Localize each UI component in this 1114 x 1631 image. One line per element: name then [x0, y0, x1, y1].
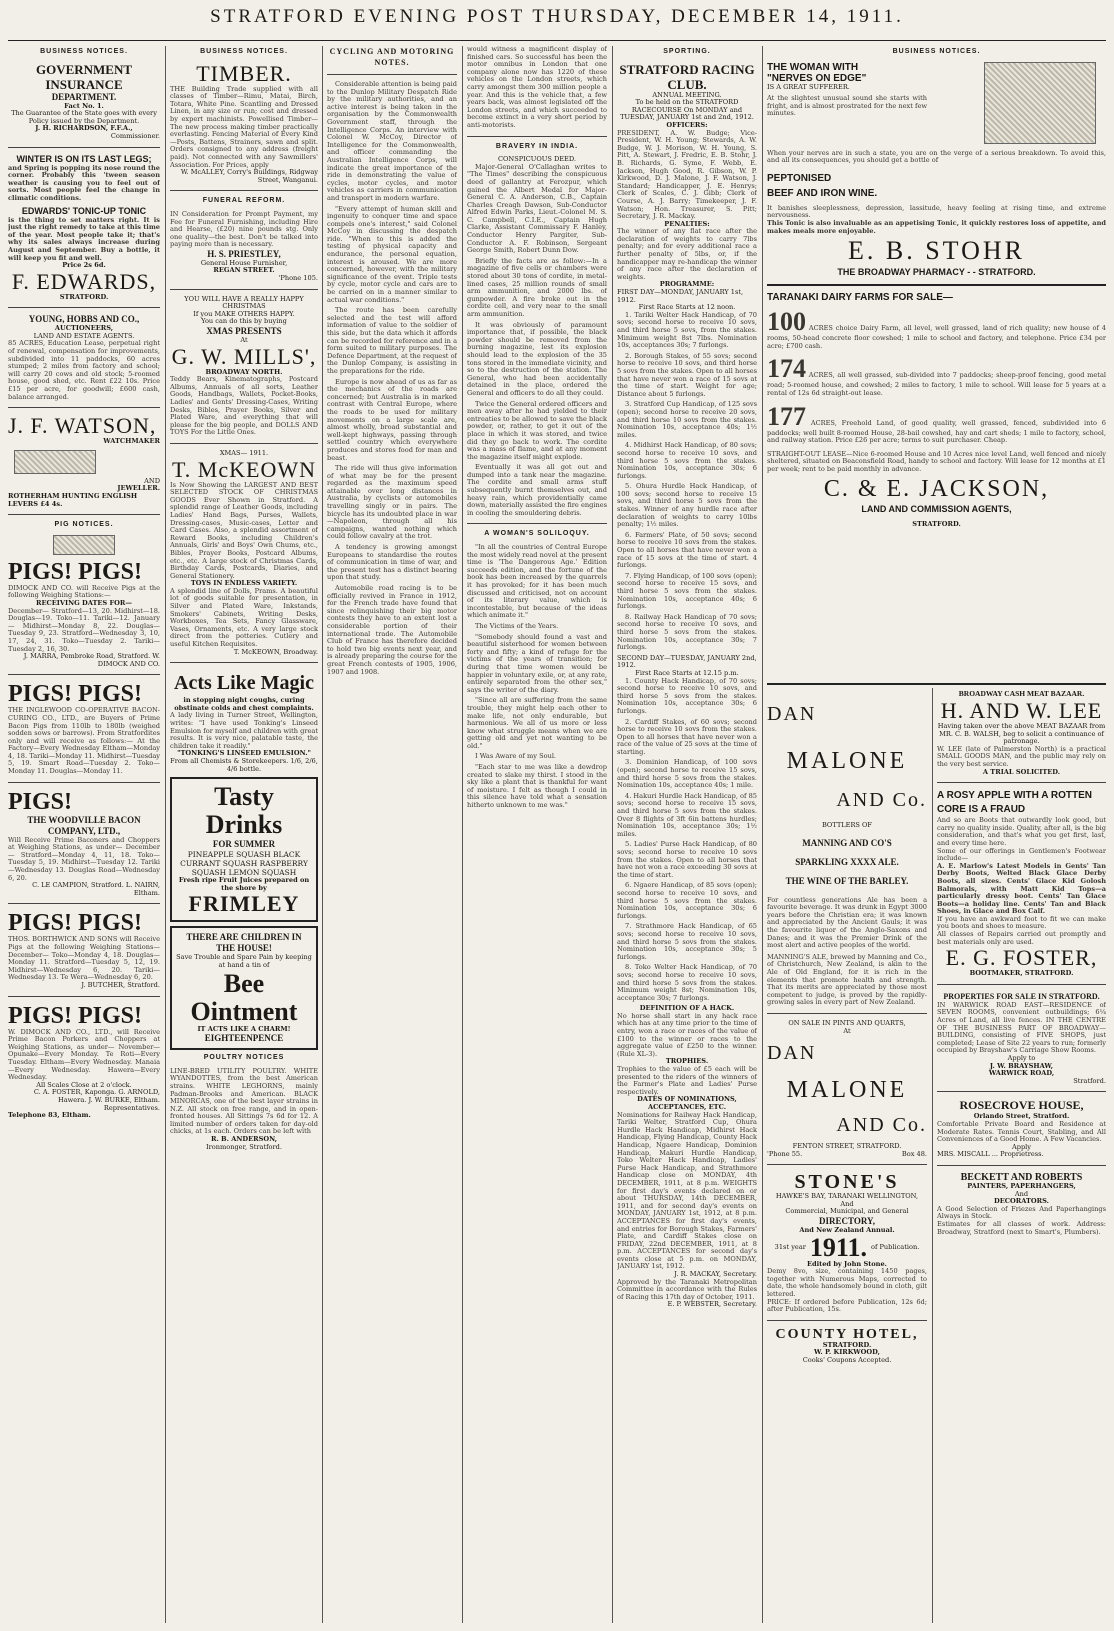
cycling-heading: CYCLING AND MOTORING NOTES.: [329, 47, 455, 67]
edwards-place: STRATFORD.: [59, 292, 109, 301]
column-heading: BUSINESS NOTICES.: [40, 48, 128, 55]
rosecrove-apply: Apply: [1011, 1142, 1032, 1151]
programme2-list: [617, 678, 757, 1003]
bee-price: EIGHTEENPENCE: [204, 1033, 284, 1044]
lee-text2: W. LEE (late of Palmerston North) is a practical SMALL GOODS MAN, and the public may rely on the very best service.: [937, 744, 1106, 768]
dates-head: DATES OF NOMINATIONS, ACCEPTANCES, ETC.: [637, 1095, 737, 1111]
stones-price: PRICE: If ordered before Publication, 12s 6d; after Publication, 15s.: [767, 1297, 927, 1314]
race-item: 6. Ngaere Handicap, of 85 sovs (open); second horse to receive 10 sovs, and third horse 5 sovs from the stakes. Nomination 10s, acceptance 30s; 6 furlongs.: [617, 881, 757, 920]
prop-head: PROPERTIES FOR SALE IN STRATFORD.: [943, 991, 1100, 1001]
soliloquy-body: [467, 544, 607, 810]
pigs-3-text: Will Receive Prime Baconers and Choppers at Weighing Stations, as under— December— Stratford—Monday 4, 11, 18. Toko—Tuesday 5, 19. Midhirst—Tuesday 12. Tariki—Wednesday 13. Douglas Road—Wednesday 6, 20.: [8, 835, 160, 882]
programme-day: FIRST DAY—MONDAY, JANUARY 1st, 1912.: [617, 288, 744, 304]
estimates: Estimates for all classes of work. Address: Broadway, Stratford (next to Smart's, Plumbers).: [937, 1219, 1106, 1236]
masthead: STRATFORD EVENING POST THURSDAY, DECEMBER 14, 1911.: [210, 6, 904, 27]
bravery-head: BRAVERY IN INDIA.: [495, 142, 579, 150]
definition-head: DEFINITION OF A HACK.: [639, 1004, 735, 1013]
frimley: FRIMLEY: [188, 891, 300, 917]
timber-sign: W. McALLEY, Corry's Buildings, Ridgway Street, Wanganui.: [180, 168, 318, 184]
approved-sign: E. P. WEBSTER, Secretary.: [667, 1300, 757, 1309]
winter-head: WINTER IS ON ITS LAST LEGS;: [16, 153, 152, 164]
pharmacy: THE BROADWAY PHARMACY - - STRATFORD.: [837, 267, 1036, 278]
bravery-body: [467, 164, 607, 518]
approved: Approved by the Taranaki Metropolitan Committee in accordance with the Rules of Racing this 17th day of October, 1911.: [617, 1277, 757, 1301]
poultry-sign: R. B. ANDERSON,: [210, 1135, 277, 1144]
race-item: 4. Hakuri Hurdle Hack Handicap, of 85 sovs; second horse to receive 15 sovs, and third horse 5 sovs from the stakes. Over 8 flights of 3ft 6in battens hurdles; Nomination 10s, acceptance 30s; 1½ miles.: [617, 791, 757, 838]
bee-acts: IT ACTS LIKE A CHARM!: [197, 1024, 291, 1033]
mills-text2: If you MAKE OTHERS HAPPY.: [193, 309, 295, 318]
foster: E. G. FOSTER,: [945, 945, 1098, 971]
racing-intro: To be held on the STRATFORD RACECOURSE On MONDAY and TUESDAY, JANUARY 1st and 2nd, 1912.: [620, 98, 754, 122]
banish: It banishes sleeplessness, depression, lassitude, heavy feeling at rising time, and extreme nervousness.: [767, 203, 1106, 220]
foster-sub: BOOTMAKER, STRATFORD.: [969, 969, 1074, 978]
magic-price: From all Chemists & Storekeepers. 1/6, 2/6, 4/6 bottle.: [170, 756, 318, 773]
column-1: [8, 46, 160, 1623]
article-paragraph: The Victims of the Years.: [475, 621, 559, 630]
soliloquy-head: A WOMAN'S SOLILOQUY.: [484, 530, 590, 538]
race-item: 8. Railway Hack Handicap of 70 sovs; second horse to receive 10 sovs, and third horse 5 sovs from the stakes. Nomination 10s, acceptance 30s; 7 furlongs.: [617, 612, 757, 652]
prop-text: IN WARWICK ROAD EAST—RESIDENCE of SEVEN ROOMS, convenient outbuildings; 6¼ Acres of Land, all live fences. IN THE CENTRE OF THE BUSINESS PART OF BROADWAY—BUILDING, consisting of FIVE SHOPS, just completed; Lease of Site 22 years to run; formerly occupied by Brayshaw's Carriage Show Rooms.: [937, 1000, 1106, 1055]
farm-1-text: ACRES choice Dairy Farm, all level, well grassed, land of rich quality; new house of 4 rooms, 50-head concrete floor cowshed; 1 mile to school and factory, and telephone. Price £34 per acre; £700 cash.: [767, 324, 1106, 350]
gov-title: GOVERNMENT INSURANCE: [35, 61, 133, 92]
farm-2-text: ACRES, all well grassed, sub-divided into 7 paddocks; sheep-proof fencing, good metal road; 5-roomed house, and cowshed; 2 miles to factory, 1 mile to school. Will lease for 5 years at a rental of 12s 6d straight-out lease.: [767, 371, 1106, 397]
rosy: A ROSY APPLE WITH A ROTTEN CORE IS A FRAUD: [937, 790, 1093, 816]
article-paragraph: "Somebody should found a vast and beautiful sisterhood for women between forty and fifty; a kind of refuge for the victims of the years of transition; for during that time women would be happier in voluntary exile, or, at any rate, entirely separated from the other sex," says the writer of the diary.: [467, 632, 607, 694]
mck-text2: A splendid line of Dolls, Prams. A beautiful lot of goods suitable for presentation, in Silver and Plated Ware, Inkstands, Smokers' Cabinets, Writing Desks, Workboxes, Tea Sets, Fancy Glassware, Vases, Ornaments, etc. A very large stock direct from the potteries. Cutlery and useful Kitchen Requisites.: [170, 586, 318, 649]
at: At: [843, 1026, 851, 1035]
bee-head: THERE ARE CHILDREN IN THE HOUSE!: [186, 932, 302, 954]
beckett-text: A Good Selection of Friezes And Paperhangings Always in Stock.: [937, 1204, 1106, 1221]
magic-body: A lady living in Turner Street, Wellington, writes: "I have used Tonking's Linseed Emulsion for myself and children with great results. It is very nice, palatable taste, the children take it readily.": [170, 711, 318, 750]
mck-sign: T. McKEOWN, Broadway.: [233, 647, 318, 656]
column-4: [467, 46, 607, 1623]
bcm: BROADWAY CASH MEAT BAZAAR.: [958, 689, 1085, 698]
lease: STRAIGHT-OUT LEASE—Nice 6-roomed House and 10 Acres nice level Land, well fenced and nicely sheltered, situated on Beaconsfield Road, handy to school and factory. Will lease for 12 months at £1 per week; rent to be paid monthly in advance.: [767, 449, 1106, 473]
edited: Edited by John Stone.: [807, 1259, 887, 1268]
programme-start: First Race Starts at 12 noon.: [638, 303, 736, 312]
column-6: [767, 688, 927, 1623]
pigs-4-sign: J. BUTCHER, Stratford.: [81, 980, 160, 989]
rosecrove-st: Orlando Street, Stratford.: [973, 1112, 1070, 1121]
article-paragraph: Eventually it was all got out and dumped into a tank near the magazine. The cordite and small arms stuff subsequently burnt themselves out, and heavy rain, which providentially came down, materially assisted the fire engines in cooling the smouldering debris.: [467, 463, 607, 517]
peptonised: PEPTONISED: [767, 172, 832, 184]
article-paragraph: A tendency is growing amongst Europeans to standardise the routes of communication in time of war, and the present test has a distinct bearing upon that study.: [327, 543, 457, 582]
race-item: 5. Ladies' Purse Hack Handicap, of 80 sovs; second horse to receive 10 sovs from the stakes. Open to all horses that have not won a race exceeding 30 sovs at the time of start.: [617, 840, 757, 879]
mills-text4: Teddy Bears, Kinematographs, Postcard Albums, Annuals of all sorts, Leather Goods, Handbags, Wallets, Pocket-Books, Ladies' and Gents' Dressing-Cases, Writing Desks, Bibles, Prayer Books, Silver and Plated Ware, and everything that will please for the big people, and DOLLS AND TOYS For the Little Ones.: [170, 375, 318, 437]
dan-box: Box 48.: [901, 1149, 927, 1158]
brayshaw: J. W. BRAYSHAW,: [989, 1061, 1054, 1070]
definition: No horse shall start in any hack race which has at any time prior to the time of entry, won a race or races of the value of £100 to the winner or races to the aggregate value of £250 to the winner. (Rule XL-3).: [617, 1011, 757, 1058]
dairy-head: TARANAKI DAIRY FARMS FOR SALE—: [767, 292, 953, 304]
year: 1911.: [809, 1232, 867, 1262]
mills-text1: YOU WILL HAVE A REALLY HAPPY CHRISTMAS: [184, 294, 304, 311]
timber-title: TIMBER.: [196, 60, 292, 86]
poultry-sub: Ironmonger, Stratford.: [206, 1142, 282, 1151]
race-item: 3. Dominion Handicap, of 100 sovs (open); second horse to receive 15 sovs, and third horse 5 sovs from the stakes. Nomination 10s, acceptance 40s; 1 mile.: [617, 758, 757, 790]
pig-illustration: [53, 535, 115, 555]
fenton: FENTON STREET, STRATFORD.: [792, 1142, 902, 1151]
watson-sub3: JEWELLER.: [117, 484, 160, 493]
stones-year: [767, 1232, 927, 1262]
article-paragraph: Automobile road racing is to be officially revived in France in 1912, for the French trade have found that since relinquishing their big motor contests they have to an extent lost a considerable portion of their international trade. The Automobile Club of France has therefore decided to hold two big events next year, and is already preparing the course for the great French contests of 1905, 1906, 1907 and 1908.: [327, 584, 457, 676]
stohr: E. B. STOHR: [848, 236, 1025, 266]
watson-sub: WATCHMAKER: [103, 437, 160, 446]
article-paragraph: "In all the countries of Central Europe the most widely read novel at the present time is 'The Dangerous Age.' Edition succeeds edition, and the fortune of the book has been increased by the quarrels it has provoked; for it has been much discussed and criticised, not on account of its literary value, which is incontestable, but because of the ideas which animate it.": [467, 543, 607, 620]
bottlers: BOTTLERS OF: [821, 821, 873, 829]
column-2: [170, 46, 318, 1623]
mills-at: At: [240, 336, 248, 345]
watch-illustration: [14, 450, 96, 474]
article-paragraph: Briefly the facts are as follow:—In a magazine of five cells or chambers were stored about 30 tons of cordite, in metal-lined cases, 25 million rounds of small arm ammunition, and 2000 lbs. of gunpowder. A fire broke out in the cordite cell, and very near to the small arm ammunition.: [467, 256, 607, 318]
tasty-sub: FOR SUMMER: [212, 839, 276, 850]
stones-text: Demy 8vo, size, containing 1450 pages, together with Numerous Maps, corrected to date, the whole handsomely bound in cloth, gilt lettered.: [767, 1267, 927, 1299]
race-item: 3. Stratford Cup Handicap, of 125 sovs (open); second horse to receive 20 sovs, and third horse 10 sovs from the stakes. Nomination 10s, acceptance 40s; 1½ miles.: [617, 400, 757, 439]
farm-1: [767, 309, 1106, 350]
article-paragraph: The ride will thus give information of what may be for the present regarded as the maximum speed attainable over long distances in Australia, by cyclists or automobiles travelling singly or in pairs. The bicycle has its undoubted place in war—Napoleon, through all his campaigns, wanted nothing which could follow cavalry at the trot.: [327, 464, 457, 541]
farm-3: [767, 401, 1106, 445]
article-paragraph: The route has been carefully selected and the test will afford information of value to the soldier of this side, but the data which it affords can be recorded for reference and in a form suited to military purposes. The Defence Department, at the request of the Dunlop Company, is assisting in the preparations for the ride.: [327, 306, 457, 375]
nz-annual: And New Zealand Annual.: [799, 1226, 895, 1235]
pigs-5: PIGS! PIGS!: [8, 1002, 143, 1029]
article-paragraph: "Every attempt of human skill and ingenuity to conquer time and space compels one's interest," said Colonel McCoy in discussing the despatch ride. "When to this is added the testing of physical capacity and endurance, the personal equation, interest is aroused. We are more concerned, however, with the military significance of the event. Triple tests by cycle, motor cycle and cars are to be carried on in a manner similar to actual war conditions.": [327, 204, 457, 304]
mills-street: BROADWAY NORTH.: [205, 367, 283, 376]
farm-1-acres: 100: [767, 307, 806, 337]
officers: PRESIDENT, A. W. Budge; Vice-President, W. H. Young; Stewards, A. W. Budge, W. J. Morison, W. H. Young, S. Pitt, A. Stewart, J. Fredric, E. B. Stohr, J. B. Richards, G. Syme, F. Webb, E. Jackson, Hugh Good, R. Gibson, W. P. Kirkwood, D. J. Malone, J. F. Watson, J. Standard; Handicapper, J. E. Henrys; Clerk of Scales, C. J. Gibb; Clerk of Course, A. J. Barry; Timekeeper, J. F. Watson; Hon. Treasurer, S. Pitt; Secretary, J. R. Mackay.: [617, 128, 757, 221]
bee-text: Save Trouble and Spare Pain by keeping at hand a tin of: [176, 953, 312, 969]
funeral-sign: H. S. PRIESTLEY,: [207, 248, 281, 259]
wide-top: [767, 46, 1106, 681]
repairs: All classes of Repairs carried out promptly and best materials only are used.: [937, 930, 1106, 946]
race-item: 2. Cardiff Stakes, of 60 sovs; second horse to receive 10 sovs from the stakes. Open to all horses that have never won a race of the value of 25 sovs at the time of starting.: [617, 717, 757, 756]
mck-name: T. McKEOWN: [172, 456, 316, 482]
article-paragraph: Europe is now ahead of us as far as the mechanics of the roads are concerned; but Australia is in marked contrast with Central Europe, where the roads to be used for military movements on a large scale are, almost wholly, broad substantial and well-kept highways, passing through settled country which everywhere produces and stores food for man and beast.: [327, 377, 457, 462]
year-post: of Publication.: [870, 1242, 920, 1251]
farm-2-acres: 174: [767, 354, 806, 384]
tonic-price: Price 2s 6d.: [62, 261, 106, 270]
trial: A TRIAL SOLICITED.: [982, 767, 1061, 776]
coupons: Cooks' Coupons Accepted.: [802, 1356, 892, 1364]
race-item: 7. Strathmore Hack Handicap, of 65 sovs; second horse to receive 10 sovs, and third horse 5 sovs from the stakes. Nomination 10s, acceptance 30s; 5 furlongs.: [617, 922, 757, 961]
watson-sub2: AND: [144, 476, 160, 485]
gov-text: The Guarantee of the State goes with every Policy issued by the Department.: [11, 109, 157, 125]
pigs-5-tel: Telephone 83, Eltham.: [8, 1111, 91, 1120]
pigs-4-text: THOS. BORTHWICK AND SONS will Receive Pigs at the following Weighing Stations— December— Toko—Monday 4, 18. Douglas—Monday 11. Stratford—Tuesday 5, 12, 19. Midhirst—Wednesday 6, 20. Tariki—Wednesday 13. Te Wera—Wednesday 6, 20.: [8, 935, 160, 982]
pigs-2-text: THE INGLEWOOD CO-OPERATIVE BACON-CURING CO., LTD., are Buyers of Prime Bacon Pigs from 110lb to 180lb (weighed sodden sows or barrows). From Stratfordites only and will receive as follows:— At the Factory—Every Wednesday Eltham—Monday 4, 18. Tariki—Monday 11. Midhirst—Tuesday 5, 19. Smart Road—Tuesday 2. Toko—Monday 11. Douglas—Monday 11.: [8, 706, 160, 776]
tasty-items: PINEAPPLE SQUASH BLACK CURRANT SQUASH RASPBERRY SQUASH LEMON SQUASH: [180, 850, 308, 878]
timber-text: THE Building Trade supplied with all classes of Timber—Rimu, Matai, Birch, Totara, White Pine. Scantling and Dressed Linen, in any size or run; cost and dressed by expert machinists. Powellised Timber—The new process making timber practically everlasting. Fencing Material of Every Kind—Posts, Battens, Strainers, sawn and split. Orders consigned to any address (freight paid). Not connected with any Sawmillers' Association. For Prices, apply: [170, 84, 318, 169]
rotherham: ROTHERHAM HUNTING ENGLISH LEVERS £4 4s.: [8, 492, 138, 508]
lee-text: Having taken over the above MEAT BAZAAR from MR. C. B. WALSH, beg to solicit a continuance of patronage.: [937, 722, 1106, 746]
rosecrove: ROSECROVE HOUSE,: [959, 1098, 1084, 1113]
racing-sub: ANNUAL MEETING.: [652, 90, 722, 99]
young-title: YOUNG, HOBBS AND CO.,: [28, 314, 140, 325]
motor-text: would witness a magnificent display of finished cars. So successful has been the motor omnibus in London that one company alone now has 1220 of these vehicles on the London streets, which carry amongst them 300 million people a year. And this is the vehicle that, a few years back, was almost legislated off the London streets, and which succeeded to become extinct in a very short period by anti-motorists.: [467, 46, 607, 129]
woman-illustration: [984, 62, 1096, 144]
column-7: [937, 688, 1106, 1623]
stones: STONE'S: [794, 1171, 900, 1194]
funeral-sub: General House Furnisher,: [200, 258, 288, 267]
boots-text: And so are Boots that outwardly look good, but carry no quality inside. Quality, after all, is the big consideration, and that's what you get first, last, and every time here.: [937, 816, 1106, 847]
bravery-sub: CONSPICUOUS DEED.: [497, 155, 577, 164]
bee-title: Bee Ointment: [190, 968, 298, 1026]
second-start: First Race Starts at 12.15 p.m.: [635, 668, 739, 677]
article-paragraph: I Was Aware of my Soul.: [475, 752, 557, 761]
programme-head: PROGRAMME:: [659, 280, 715, 289]
article-paragraph: Twice the General ordered officers and men away after he had yielded to their entreaties to be allowed to save the black powder, or, rather, to get it out of the place in which it was stored, and twice did they go back to work. The cordite was a mass of flame, and at any moment the magazine itself might explode.: [467, 399, 607, 461]
column-heading: BUSINESS NOTICES.: [200, 48, 288, 55]
mills-xmas: XMAS PRESENTS: [206, 326, 282, 337]
article-paragraph: "Each star to me was like a dewdrop created to slake my thirst. I stood in the sky like a plant that is thankful for want of moisture. I felt as though I could in this silence have told what a sensation hitherto unknown to me was.": [467, 763, 607, 810]
article-paragraph: Considerable attention is being paid to the Dunlop Military Despatch Ride by the military authorities, and an active interest is being taken in the organisation by the Commonwealth Government staff, through the Intelligence Corps. An interview with Colonel W. McCoy, Director of Intelligence for the Commonwealth, and officer commanding the Australian Intelligence Corps, will indicate the great importance of the ride in demonstrating the value of cycles, motor cycles, and motor vehicles as carriers in communication and transport in modern warfare.: [327, 80, 457, 202]
business-heading: BUSINESS NOTICES.: [892, 48, 981, 55]
woman-ad: [767, 62, 1106, 144]
penalties: The winner of any flat race after the declaration of weights to carry 7lbs penalty; and for every additional race a further penalty of 5lbs, or, if the handicapper may re-handicap the winner of any race after the declaration of weights.: [617, 227, 757, 281]
pigs-1: PIGS! PIGS!: [8, 558, 143, 585]
dan-1: DAN: [767, 703, 817, 725]
decorators: DECORATORS.: [994, 1197, 1049, 1206]
sporting-heading: SPORTING.: [663, 48, 711, 55]
tasty-drinks-ad: [170, 777, 318, 922]
county-place: STRATFORD.: [822, 1340, 872, 1349]
watson-name: J. F. WATSON,: [8, 413, 157, 439]
article-paragraph: Major-General O'Callaghan writes to "The Times" describing the conspicuous deed of gallantry at Ferozpur, which gained the Albert Medal for Major-General C. A. Anderson, C.B., Captain Charles Creagh Dawson, Sub-Conductor Alfred Edwin Parks, Lieut.-Colonel M. S. C. Campbell, C.I.E., Captain Hugh Clarke, Assistant Commissary F. Hanley, Conductor Henry Pargiter, Sub-Conductor A. F. Robinson, Sergeant George Smith, Robert Dunn Dow.: [467, 162, 607, 255]
tonic-note: This Tonic is also invaluable as an appetising Tonic, it quickly restores loss of appetite, and makes meals more enjoyable.: [767, 218, 1106, 235]
dan-2: DAN: [767, 1042, 817, 1065]
programme-list: [617, 312, 757, 652]
stratford: Stratford.: [1073, 1076, 1106, 1085]
race-item: 8. Toko Welter Hack Handicap, of 70 sovs; second horse to receive 10 sovs, and third horse 5 sovs from the stakes. Minimum weight 8st; Nomination 10s, acceptance 30s; 7 furlongs.: [617, 963, 757, 1002]
gov-fact: Fact No. 1.: [64, 101, 104, 110]
mills-text3: You can do this by buying: [201, 317, 287, 326]
masthead-rule: [8, 40, 1106, 41]
pigs-3: PIGS!: [8, 788, 73, 815]
edwards-name: F. EDWARDS,: [11, 268, 157, 294]
malone-2: MALONE: [786, 1077, 908, 1104]
beef-iron: BEEF AND IRON WINE.: [767, 187, 878, 199]
woman-head: THE WOMAN WITH: [767, 61, 859, 73]
poultry-head: POULTRY NOTICES: [203, 1054, 285, 1062]
race-item: 2. Borough Stakes, of 55 sovs; second horse to receive 10 sovs, and third horse 5 sovs from the stakes. Open to all horses that have never won a race of 15 sovs at the time of start. Weight for age; Distance about 5 furlongs.: [617, 351, 757, 398]
miscall: MRS. MISCALL ... Proprietress.: [937, 1150, 1044, 1159]
young-sub2: LAND AND ESTATE AGENTS.: [33, 331, 135, 340]
beckett: BECKETT AND ROBERTS: [960, 1171, 1083, 1183]
winter-text: and Spring is popping its nose round the corner. Probably this 'tween season weather is causing you to feel out of sorts. Most people feel the change in climatic conditions.: [8, 163, 160, 202]
pigs-1-sub: RECEIVING DATES FOR—: [36, 598, 132, 607]
and: And: [1014, 1189, 1029, 1198]
magic-text: in stopping night coughs, curing obstinate colds and chest complaints.: [174, 696, 314, 712]
andco-1: AND Co.: [836, 789, 927, 811]
column-5: [617, 46, 757, 1623]
jackson-sub: LAND AND COMMISSION AGENTS,: [861, 503, 1012, 514]
woman-text: At the slightest unusual sound she starts with fright, and is almost prostrated for the next few minutes.: [767, 94, 927, 118]
pigs-2: PIGS! PIGS!: [8, 681, 143, 708]
boots-items: A. E. Marlow's Latest Models in Gents' Tan Derby Boots, Welted Black Glace Derby Boots, all sizes. Cents' Glace Kid Golosh Balmorals, with Matt Kid Tops—a particularly dressy boot. Cents' Tan Glace Boots—a holiday line. Cents' Tan and Black Shoes, in Glace and Box Calf.: [937, 861, 1106, 916]
race-item: 5. Ohura Hurdle Hack Handicap, of 100 sovs; second horse to receive 15 sovs, and third horse 5 sovs from the stakes. Winner of any hurdle race after declaration of weights to carry 10lbs penalty; 1½ miles.: [617, 482, 757, 529]
farm-3-text: ACRES, Freehold Land, of good quality, well grassed, fenced, subdivided into 6 paddocks; well built 8-roomed House, 28-bail cowshed, hay and cart sheds; 1 mile to factory, school, and railway station. Price £26 per acre; terms to suit purchaser. Cheap.: [767, 418, 1106, 445]
race-item: 7. Flying Handicap, of 100 sovs (open); second horse to receive 15 sovs, and third horse 5 sovs from the stakes. Nomination 10s, acceptance 40s; 6 furlongs.: [617, 571, 757, 611]
bee-ointment-ad: [170, 926, 318, 1050]
pigs-3-sign: C. LE CAMPION, Stratford. L. NAIRN, Eltham.: [32, 881, 160, 897]
farm-3-acres: 177: [767, 401, 806, 431]
penalties-head: PENALTIES:: [664, 219, 710, 228]
mck-toys: TOYS IN ENDLESS VARIETY.: [190, 579, 298, 588]
dan-contacts: [767, 1151, 927, 1159]
sparkling: SPARKLING XXXX ALE.: [795, 856, 899, 867]
malone-1: MALONE: [786, 748, 908, 774]
andco-2: AND Co.: [836, 1114, 927, 1137]
mck-xmas: XMAS— 1911.: [219, 448, 269, 457]
gov-sub: DEPARTMENT.: [51, 91, 117, 102]
dan-text2: MANNING'S ALE, brewed by Manning and Co., of Christchurch, New Zealand, is akin to the Ale of Old England, for it is rich in the elements that promote health and strength. That its merits are appreciated by those most competent to judge, is proved by the rapidly-growing sales in every part of New Zealand.: [767, 952, 927, 1007]
stones-commercial: Commercial, Municipal, and General: [785, 1207, 909, 1216]
race-item: 6. Farmers' Plate, of 50 sovs; second horse to receive 10 sovs from the stakes. Open to all horses that have never won a race of 15 sovs at the time of start. 4 furlongs.: [617, 530, 757, 570]
pig-heading: PIG NOTICES.: [54, 521, 114, 529]
funeral-street: REGAN STREET.: [213, 266, 275, 275]
magic-title: Acts Like Magic: [174, 672, 314, 695]
jackson-place: STRATFORD.: [912, 519, 961, 528]
article-paragraph: It was obviously of paramount importance that, if possible, the black powder should be removed from the burning magazine, lest its explosion should lead to the explosion of the 35 tons stored in the immediate vicinity, and so to the destruction of the station. The General, who had been accidentally detained in the place, ordered the General and officers to do all they could.: [467, 320, 607, 397]
pigs-5-sign: C. A. FOSTER, Kaponga. G. ARNOLD, Hawera. J. W. BURKE, Eltham. Representatives.: [33, 1088, 160, 1112]
dan-text: For countless generations Ale has been a favourite beverage. It was drunk in Egypt 3000 years before the Christian era; it was known and appreciated by the Ancient Gauls; it was the favourite liquor of the Anglo-Saxons and Danes; and it was the Premier Drink of the most alert and active peoples of the world.: [767, 895, 927, 950]
pigs-1-text: DIMOCK AND CO. will Receive Pigs at the following Weighing Stations:—: [8, 583, 160, 600]
pigs-5-close: All Scales Close at 2 o'clock.: [36, 1080, 132, 1089]
magic-name: "TONKING'S LINSEED EMULSION.": [177, 749, 311, 758]
race-item: 4. Midhirst Hack Handicap, of 80 sovs; second horse to receive 10 sovs, and third horse 5 sovs from the stakes. Nomination 10s, acceptance 30s; 6 furlongs.: [617, 441, 757, 480]
rosecrove-text: Comfortable Private Board and Residence at Moderate Rates. Tennis Court, Stabling, and All Conveniences of a Good Home. A Few Vacancies.: [937, 1119, 1106, 1144]
painters: PAINTERS, PAPERHANGERS,: [967, 1181, 1076, 1190]
young-sub: AUCTIONEERS,: [54, 324, 114, 333]
funeral-phone: 'Phone 105.: [278, 274, 318, 283]
boots-text2: Some of our offerings in Gentlemen's Footwear include—: [937, 846, 1106, 863]
pigs-4: PIGS! PIGS!: [8, 910, 143, 937]
poultry-text: LINE-BRED UTILITY POULTRY. WHITE WYANDOTTES, from the best American strains. WHITE LEGHORNS, mainly Padman-Brooks and American. BLACK MINORCAS, one of the best layer strains in N.Z. All stock on free range, and in open-fronted houses. All Sittings 7s 6d for 12. A limited number of orders taken for day-old chicks, at 1s each. Orders can be left with: [170, 1066, 318, 1136]
stones-sub: HAWKE'S BAY, TARANAKI WELLINGTON,: [775, 1192, 919, 1201]
stones-and: And: [840, 1199, 854, 1208]
mills-name: G. W. MILLS',: [171, 343, 317, 369]
second-day: SECOND DAY—TUESDAY, JANUARY 2nd, 1912.: [617, 653, 757, 670]
mck-text: Is Now Showing the LARGEST AND BEST SELECTED STOCK OF CHRISTMAS GOODS Ever Shown in Stratford. A splendid range of Leather Goods, including Ladies' Hand Bags, Purses, Wallets, Dressing-cases, Music-cases, Letter and Card Cases. Also, a splendid assortment of Reward Books, including Children's Annuals, Girls' and Boys' Own Chums, etc., Bibles, Prayer Books, Postcard Albums, etc., etc. A large stock of Christmas Cards, Birthday Cards, Postcards, Diaries, and General Stationery.: [170, 480, 318, 580]
dan-phone: 'Phone 55.: [767, 1149, 803, 1158]
tonic-head: EDWARDS' TONIC-UP TONIC: [21, 205, 147, 216]
race-item: 1. Tariki Welter Hack Handicap, of 70 sovs; second horse to receive 10 sovs, and third horse 5 sovs, from the stakes. Minimum weight 8st 7lbs. Nomination 10s, acceptances 30s; 7 furlongs.: [617, 310, 757, 350]
racing-sign: J. R. MACKAY, Secretary.: [674, 1270, 757, 1279]
lee: H. AND W. LEE: [940, 698, 1103, 723]
wine: THE WINE OF THE BARLEY.: [785, 875, 909, 886]
trophies: Trophies to the value of £5 each will be presented to the riders of the winners of the Farmer's Plate and Ladies' Purse respectively.: [617, 1065, 757, 1096]
year-pre: 31st year: [774, 1242, 806, 1251]
tonic-text: is the thing to set matters right. It is just the right remedy to take at this time of the year. Most people take it; that's why its sales always increase during August and September. Buy a bottle, it will keep you fit and well.: [8, 215, 160, 262]
farm-2: [767, 356, 1106, 397]
column-3: [327, 46, 457, 1623]
article-paragraph: "Since all are suffering from the same trouble, they might help each other to make life, not only endurable, but harmonious. We all of us more or less know what struggle means when we are getting old and yet not wanting to be old.": [467, 696, 607, 750]
officers-head: OFFICERS:: [666, 120, 708, 129]
apply: Apply to: [1007, 1054, 1036, 1062]
race-item: 1. County Hack Handicap, of 70 sovs; second horse to receive 10 sovs, and third horse 5 sovs from the stakes. Nomination 10s, acceptance 30s; 6 furlongs.: [617, 676, 757, 715]
gov-role: Commissioner.: [110, 131, 160, 140]
pigs-1-dates: December— Stratford—13, 20. Midhirst—18. Douglas—19. Toko—11. Tariki—12. January— Midhirst—Monday 8, 22. Douglas—Tuesday 9, 23. Stratford—Wednesday 3, 10, 17, 24, 31. Toko—Tuesday 2. Tariki—Tuesday 2, 16, 30.: [8, 606, 160, 653]
racing-title: STRATFORD RACING CLUB.: [619, 61, 755, 92]
funeral-head: FUNERAL REFORM.: [202, 197, 286, 205]
jackson: C. & E. JACKSON,: [823, 475, 1050, 502]
woman-sub: IS A GREAT SUFFERER.: [767, 82, 850, 91]
cycling-body: [327, 81, 457, 676]
tasty-title: Tasty Drinks: [205, 782, 283, 840]
warwick: WARWICK ROAD,: [988, 1069, 1055, 1078]
pigs-3-title: THE WOODVILLE BACON COMPANY, LTD.,: [27, 814, 141, 836]
directory: DIRECTORY,: [819, 1216, 875, 1227]
tasty-fresh: Fresh ripe Fruit Juices prepared on the shore by: [178, 876, 310, 892]
woman-text2: When your nerves are in such a state, you are on the verge of a serious breakdown. To avoid this, and all its consequences, you should get a bottle of: [767, 148, 1106, 165]
boots-text3: If you have an awkward foot to fit we can make you boots and shoes to measure.: [937, 914, 1106, 931]
trophies-head: TROPHIES.: [665, 1057, 709, 1066]
woman-head2: "NERVES ON EDGE": [767, 72, 867, 84]
county: COUNTY HOTEL,: [775, 1326, 919, 1342]
kirkwood: W. P. KIRKWOOD,: [814, 1348, 880, 1357]
gov-name: J. H. RICHARDSON, F.F.A.,: [35, 124, 133, 133]
pigs-1-sign: J. MARRA, Pembroke Road, Stratford. W. DIMOCK AND CO.: [23, 652, 160, 668]
dates: Nominations for Railway Hack Handicap, Tariki Welter, Stratford Cup, Ohura Hurdle Hack Handicap, Midhirst Hack Handicap, Flying Handicap, County Hack Handicap, Ngaere Handicap, Dominion Handicap, Makuri Hurdle Handicap, Toko Welter Hack Handicap, Ladies' Purse Hack Handicap, and Strathmore Handicap close on MONDAY, 4th DECEMBER, 1911, at 8 p.m. WEIGHTS for first day's events declared on or about THURSDAY, 14th DECEMBER, 1911, and for second day's events on MONDAY, JANUARY 1st, 1912, at 8 p.m. ACCEPTANCES for first day's events, and entries for Borough Stakes, Farmers' Plate, and Cardiff Stakes close on FRIDAY, 22nd DECEMBER, 1911, at 8 p.m. ACCEPTANCES for second day's events close at 5 p.m. on MONDAY, JANUARY 1st, 1912.: [617, 1110, 757, 1271]
onsale: ON SALE IN PINTS AND QUARTS,: [788, 1018, 906, 1027]
funeral-text: IN Consideration for Prompt Payment, my Fee for Funeral Furnishing, including Hire and Hearse, (£20) nine pounds stg. Only one quality—the best. Don't be talked into paying more than is necessary.: [170, 209, 318, 249]
pigs-5-text: W. DIMOCK AND CO., LTD., will Receive Prime Bacon Porkers and Choppers at Weighing Stations, as under— November— Opunake—Every Monday. Te Roti—Every Tuesday. Eltham—Every Wednesday. Manaia—Every Wednesday. Hawera—Every Wednesday.: [8, 1027, 160, 1082]
young-text: 85 ACRES, Education Lease, perpetual right of renewal, compensation for improvements, subdivided into 11 paddocks, 60 acres stumped; 2 miles from factory and school; will carry 20 cows and old stock; 5-roomed house, good shed, etc. Rent £22 10s. Price £15 per acre, for goodwill; £600 cash, balance arranged.: [8, 339, 160, 401]
manning: MANNING AND CO'S: [802, 837, 892, 848]
